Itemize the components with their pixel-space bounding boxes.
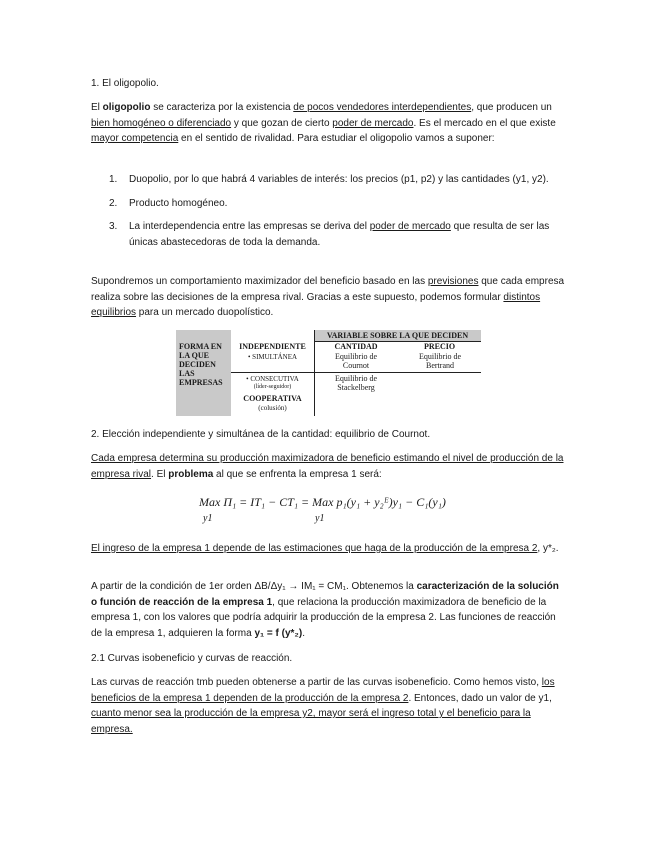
bold-term: oligopolio xyxy=(102,102,151,113)
text: que cada empresa realiza sobre las decisiones de la empresa rival. Gracias a este supuesto, podemos formular xyxy=(91,276,565,303)
formula-subscript: y1 xyxy=(315,513,325,524)
underlined-term: poder de mercado xyxy=(369,221,451,232)
text: para un mercado duopolístico. xyxy=(136,307,274,318)
text: . El xyxy=(151,468,169,480)
list-number: 2. xyxy=(109,197,118,209)
text: que resulta de ser las únicas abastecedoras de toda la demanda. xyxy=(129,221,550,248)
list-text: Duopolio, por lo que habrá 4 variables de interés: los precios (p1, p2) y las cantidades (y1, y2). xyxy=(129,174,549,185)
text: , y*₂. xyxy=(537,543,559,554)
list-text: Producto homogéneo. xyxy=(129,197,228,209)
list-number: 3. xyxy=(109,221,118,232)
table-divider xyxy=(231,372,481,373)
intro-paragraph xyxy=(91,100,566,147)
text: en el sentido de rivalidad. Para estudiar el oligopolio vamos a suponer: xyxy=(178,133,495,144)
table-cell-cooperativa: COOPERATIVA xyxy=(243,394,302,403)
table-cell-bertrand: Equilibrio de Bertrand xyxy=(419,352,461,370)
section-2-1-title: 2.1 Curvas isobeneficio y curvas de reacción. xyxy=(91,653,293,664)
section-2-paragraph xyxy=(91,451,566,482)
table-cell-stackelberg: Equilibrio de Stackelberg xyxy=(335,374,377,392)
list-item xyxy=(109,196,564,212)
underlined-term: los beneficios de la empresa 1 dependen de la producción de la empresa 2 xyxy=(91,677,555,704)
bold-term: caracterización de la solución o función de reacción de la empresa 1 xyxy=(91,581,559,608)
table-cell-colusion: (colusión) xyxy=(258,404,287,412)
bold-term: y₁ = f (y*₂) xyxy=(254,627,303,639)
text: La interdependencia entre las empresas se deriva del xyxy=(129,221,370,232)
text: . xyxy=(302,627,305,639)
underlined-term: El ingreso de la empresa 1 depende de las estimaciones que haga de la producción de la empresa 2 xyxy=(91,543,538,554)
text: El xyxy=(91,102,103,113)
text: A partir de la condición de 1er orden ΔB/Δy₁ → IM₁ = CM₁. Obtenemos la xyxy=(91,581,417,592)
section-1-title: 1. El oligopolio. xyxy=(91,78,159,89)
list-text xyxy=(129,219,564,250)
table-cell-consecutiva: • CONSECUTIVA xyxy=(246,375,299,383)
table-header-precio: PRECIO xyxy=(423,342,456,351)
isobeneficio-paragraph xyxy=(91,675,566,737)
assumptions-list xyxy=(109,172,564,258)
reaction-function-paragraph xyxy=(91,579,566,641)
formula-subscript: y1 xyxy=(203,513,213,524)
underlined-term: de pocos vendedores interdependientes xyxy=(293,102,472,113)
text: , que producen un xyxy=(471,102,552,113)
suponemos-paragraph xyxy=(91,274,566,321)
text: Las curvas de reacción tmb pueden obtenerse a partir de las curvas isobeneficio. Como hemos visto, xyxy=(91,677,542,688)
text: Supondremos un comportamiento maximizador del beneficio basado en las xyxy=(91,276,428,287)
underlined-term: cuanto menor sea la producción de la empresa y2, mayor será el ingreso total y el beneficio para la empresa. xyxy=(91,708,531,735)
table-cell-simultanea: • SIMULTÁNEA xyxy=(247,353,298,361)
table-cell-independiente: INDEPENDIENTE xyxy=(239,342,306,351)
text: se caracteriza por la existencia xyxy=(150,102,294,113)
underlined-term: mayor competencia xyxy=(91,133,179,144)
table-header-forma: FORMA EN LA QUE DECIDEN LAS EMPRESAS xyxy=(179,342,223,387)
text: , que relaciona la producción maximizadora de beneficio de la empresa 1, con los valores que podría adquirir la producción de la empresa 2. Las funciones de reacción de la empresa 1, adquieren la forma xyxy=(91,596,556,639)
underlined-term: poder de mercado xyxy=(332,117,414,129)
table-cell-lider: (líder-seguidor) xyxy=(253,384,292,390)
list-item xyxy=(109,172,564,188)
text: y que gozan de cierto xyxy=(231,117,333,129)
text: . Entonces, dado un valor de y1, xyxy=(408,692,552,704)
table-header-variable: VARIABLE SOBRE LA QUE DECIDEN xyxy=(326,331,469,340)
ingreso-paragraph xyxy=(91,541,566,557)
list-number: 1. xyxy=(109,174,118,185)
section-2-title: 2. Elección independiente y simultánea de la cantidad: equilibrio de Cournot. xyxy=(91,429,431,440)
text: . Es el mercado en el que existe xyxy=(413,117,556,129)
underlined-term: Cada empresa determina su producción maximizadora de beneficio estimando el nivel de producción de la empresa rival xyxy=(91,453,564,480)
formula-expression: Max Π₁ = IT₁ − CT₁ = Max p₁(y₁ + y₂ᴱ)y₁ − C₁(y₁) xyxy=(199,495,446,509)
equilibria-table xyxy=(176,330,481,416)
text: al que se enfrenta la empresa 1 será: xyxy=(213,468,382,480)
underlined-term: distintos equilibrios xyxy=(91,291,541,318)
table-cell-cournot: Equilibrio de Cournot xyxy=(335,352,377,370)
profit-maximization-formula xyxy=(199,495,469,525)
bold-term: problema xyxy=(168,468,214,480)
underlined-term: bien homogéneo o diferenciado xyxy=(91,117,232,129)
underlined-term: previsiones xyxy=(427,276,479,287)
list-item xyxy=(109,219,564,250)
table-header-cantidad: CANTIDAD xyxy=(334,342,378,351)
